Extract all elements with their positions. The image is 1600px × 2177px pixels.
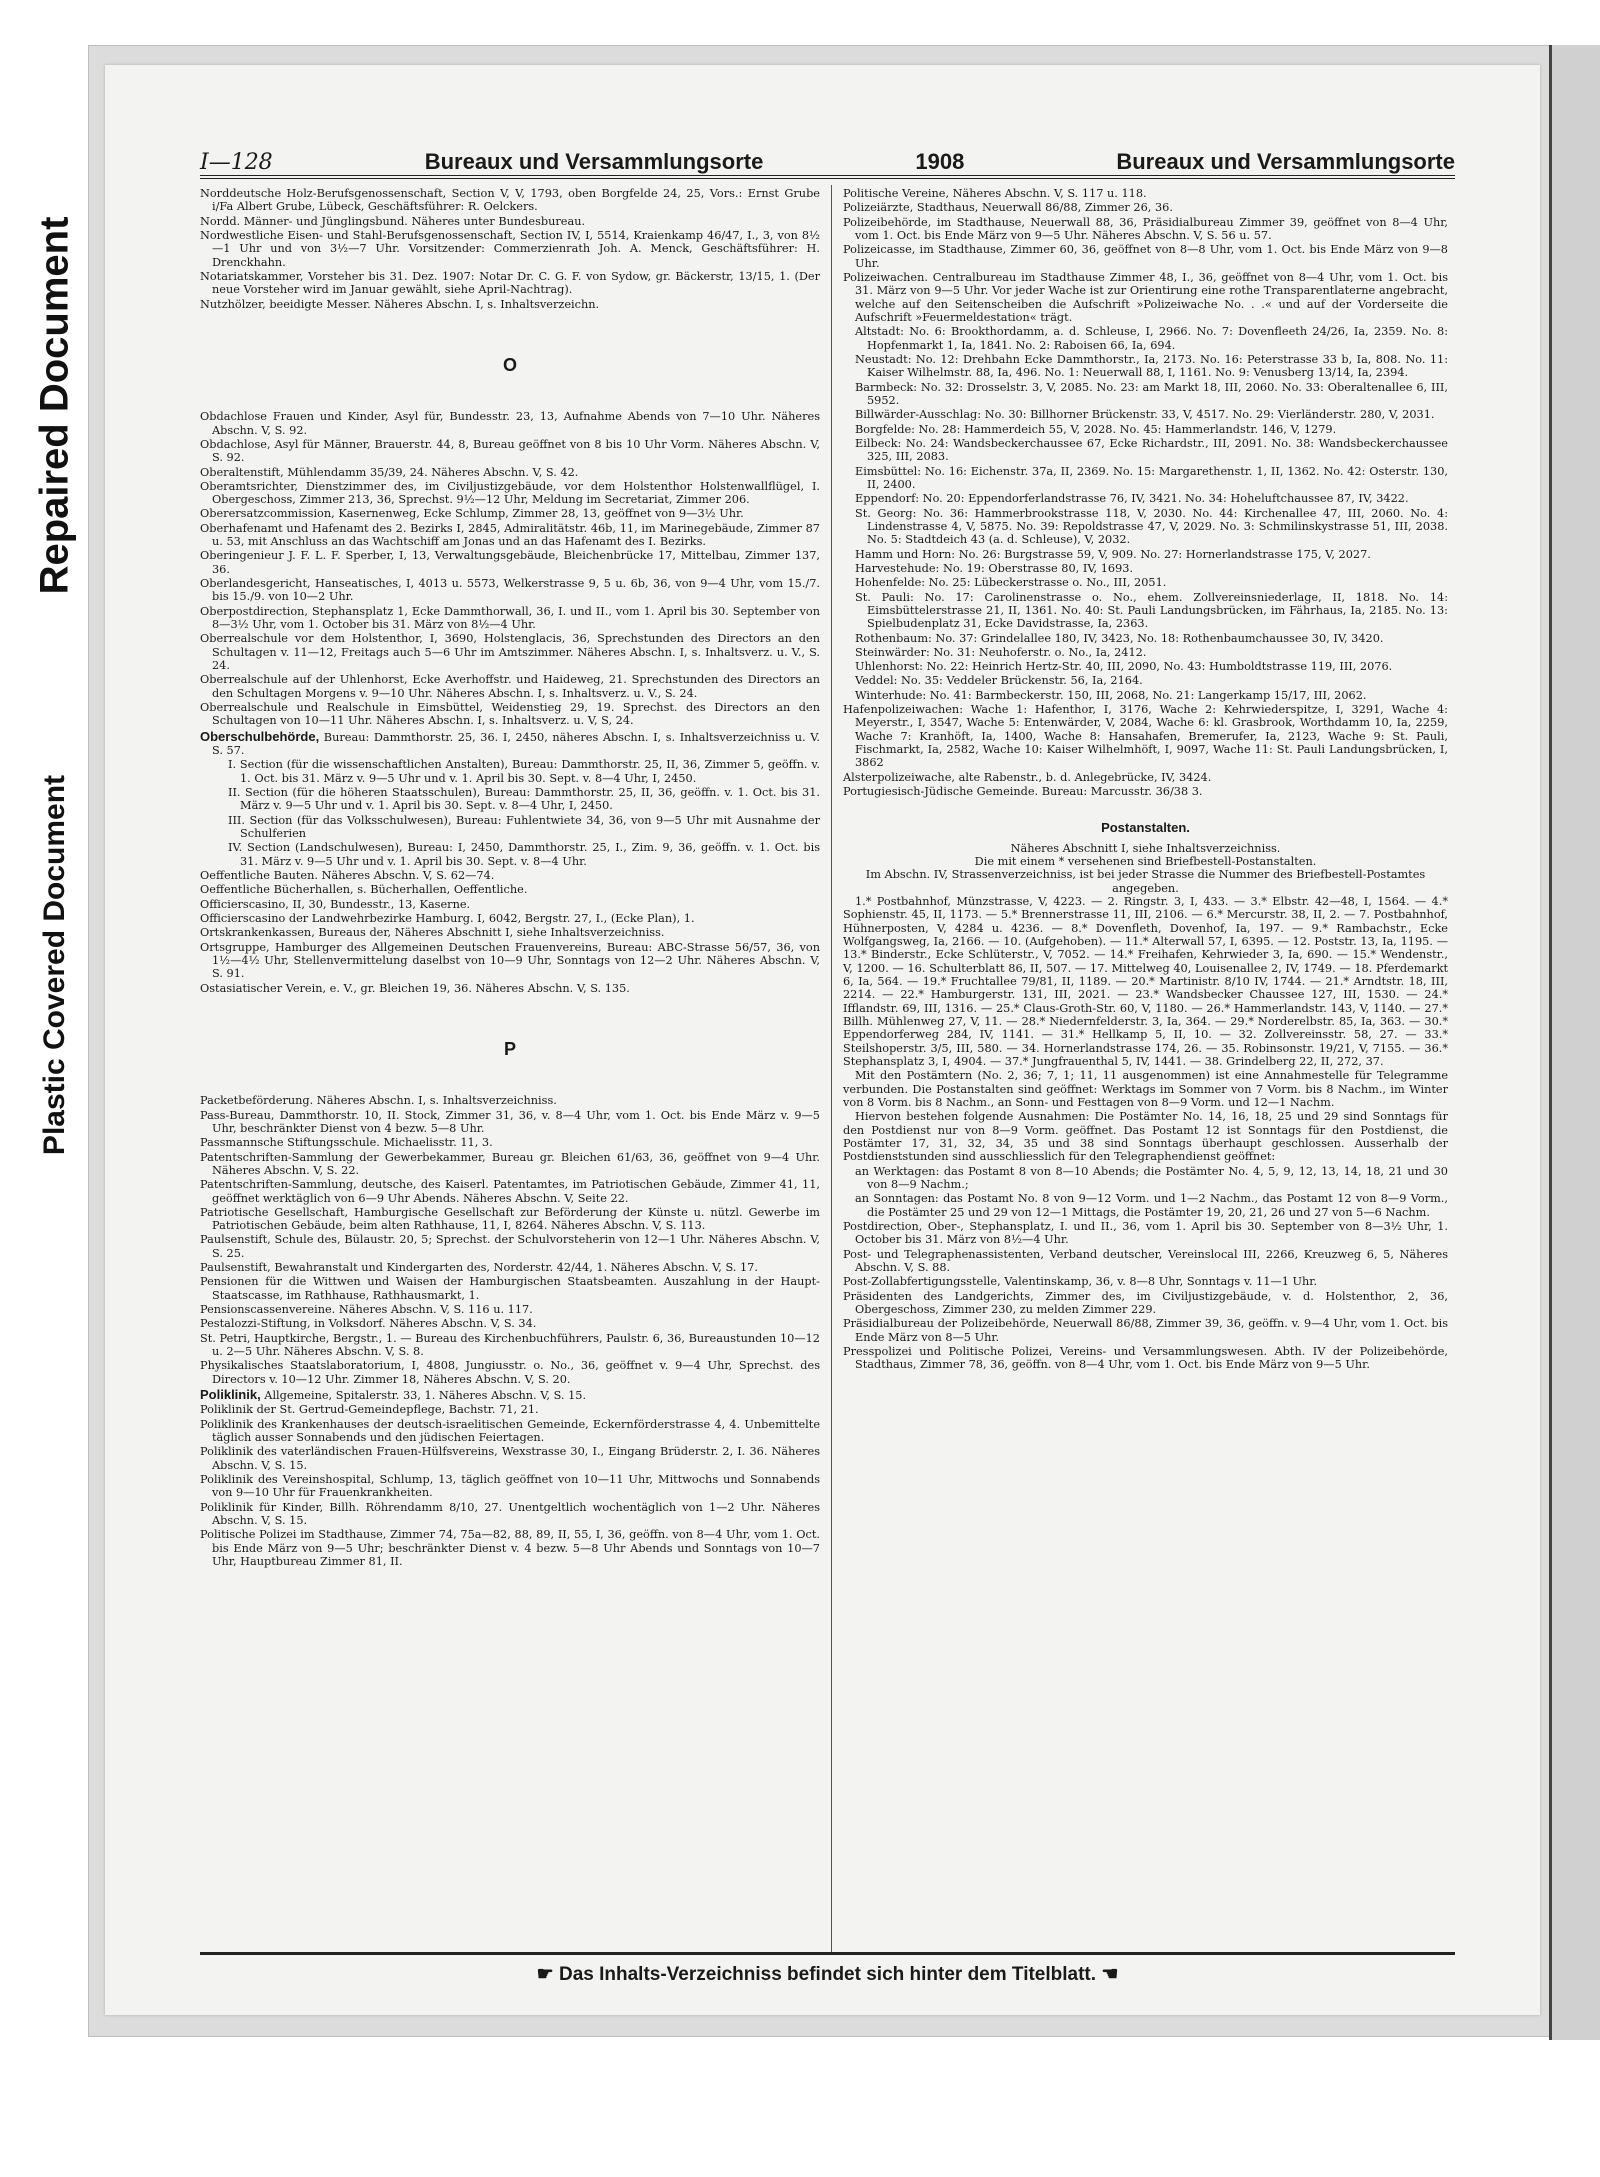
scan-edge-bar: [1549, 45, 1600, 2040]
entry-text: Polizeibehörde, im Stadthause, Neuerwall 88, 36, Präsidialbureau Zimmer 39, geöffnet von 8—4 Uhr, vom 1. Oct. bis Ende März von 9—5 Uhr. Näheres Abschn. V, S. 56 u. 57.: [843, 215, 1448, 242]
poliklinik-entry: [200, 1387, 820, 1402]
entry-text: Poliklinik für Kinder, Billh. Röhrendamm 8/10, 27. Unentgeltlich wochentäglich von 1—2 Uhr. Näheres Abschn. V, S. 15.: [200, 1500, 820, 1528]
entry-text: Postdirection, Ober-, Stephansplatz, I. und II., 36, vom 1. April bis 30. September von 8—3½ Uhr, 1. October bis 31. März von 8½—4 Uhr.: [843, 1219, 1448, 1247]
entry-text: Polizeiärzte, Stadthaus, Neuerwall 86/88, Zimmer 26, 36.: [843, 201, 1173, 215]
entry-text: I. Section (für die wissenschaftlichen Anstalten), Bureau: Dammthorstr. 25, II, 36, Zimmer 5, geöffn. v. 1. Oct. bis 31. März v. 9—5 Uhr und v. 1. April bis 30. Sept. v. 8—4 Uhr, I, 2450.: [228, 758, 820, 785]
postanstalten-heading: Postanstalten.: [1101, 820, 1190, 836]
header-year: 1908: [915, 149, 965, 174]
entry-text: Portugiesisch-Jüdische Gemeinde. Bureau: Marcusstr. 36/38 3.: [843, 785, 1203, 799]
entry-text: Poliklinik des vaterländischen Frauen-Hülfsvereins, Wexstrasse 30, I., Eingang Brüderstr. 2, I. 36. Näheres Abschn. V, S. 15.: [200, 1445, 820, 1472]
entry-text: Post- und Telegraphenassistenten, Verband deutscher, Vereinslocal III, 2266, Kreuzweg 6, 5, Näheres Abschn. V, S. 88.: [843, 1247, 1448, 1274]
entry-text: Eimsbüttel: No. 16: Eichenstr. 37a, II, 2369. No. 15: Margarethenstr. 1, II, 1362. No. 42: Osterstr. 130, II, 2400.: [855, 464, 1448, 491]
entry-text: Präsidialbureau der Polizeibehörde, Neuerwall 86/88, Zimmer 39, 36, geöffn. v. 9—4 Uhr, vom 1. Oct. bis Ende März von 8—5 Uhr.: [843, 1317, 1448, 1344]
entry-text: Oberhafenamt und Hafenamt des 2. Bezirks I, 2845, Admiralitätstr. 46b, 11, im Marinegebäude, Zimmer 87 u. 53, mit Anschluss an das Wachtschiff am Jonas und an das Hafenamt des I. Bezirks.: [200, 521, 820, 549]
p-entries: [200, 1094, 820, 1386]
entry-text: Oberpostdirection, Stephansplatz 1, Ecke Dammthorwall, 36, I. und II., vom 1. April bis 30. September von 8—3½ Uhr, vom 1. October bis 31. März von 8½—4 Uhr.: [200, 604, 820, 632]
entry-text: Passmannsche Stiftungsschule. Michaelisstr. 11, 3.: [200, 1136, 493, 1150]
entry-text: Rothenbaum: No. 37: Grindelallee 180, IV, 3423, No. 18: Rothenbaumchaussee 30, IV, 3420.: [855, 631, 1384, 645]
left-column: [200, 187, 820, 1569]
n-entries: [200, 187, 820, 311]
entry-text: Oeffentliche Bauten. Näheres Abschn. V, S. 62—74.: [200, 869, 495, 883]
entry-text: II. Section (für die höheren Staatsschulen), Bureau: Dammthorstr. 25, II, 36, geöffn. v. 1. Oct. bis 31. März v. 9—5 Uhr und v. 1. April bis 30. Sept. v. 8—4 Uhr, I, 2450.: [228, 786, 820, 813]
entry-text: Oeffentliche Bücherhallen, s. Bücherhallen, Oeffentliche.: [200, 883, 528, 897]
entry-text: Pensionscassenvereine. Näheres Abschn. V, S. 116 u. 117.: [200, 1303, 533, 1317]
o-entries-2: [200, 869, 820, 995]
entry-text: Oberrealschule und Realschule in Eimsbüttel, Weidenstieg 29, 19. Sprechst. des Directors an den Schultagen von 10—11 Uhr. Näheres Abschn. I, s. Inhaltsverz. u. V, S, 24.: [200, 701, 820, 728]
entry-text: Officierscasino der Landwehrbezirke Hamburg. I, 6042, Bergstr. 27, I., (Ecke Plan), 1.: [200, 912, 695, 925]
entry-text: Obdachlose, Asyl für Männer, Brauerstr. 44, 8, Bureau geöffnet von 8 bis 10 Uhr Vorm. Näheres Abschn. V, S. 92.: [200, 437, 820, 465]
entry-text: Hafenpolizeiwachen: Wache 1: Hafenthor, I, 3176, Wache 2: Kehrwiederspitze, I, 3291, Wache 4: Meyerstr., I, 3547, Wache 5: Entenwärder, V, 2084, Wache 6: kl. Grasbrook, Worthdamm 10, Ia, 2259, Wache 7: Kranhöft, Ia, 1400, Wache 8: Hansahafen, Bremerufer, Ia, 2123, Wache 9: St. Pauli, Fischmarkt, Ia, 2582, Wache 10: Kaiser Wilhelmhöft, I, 9097, Wache 11: St. Pauli Landungsbrücken, I, 3862: [843, 703, 1448, 770]
entry-text: III. Section (für das Volksschulwesen), Bureau: Fuhlentwiete 34, 36, von 9—5 Uhr mit Ausnahme der Schulferien: [228, 813, 820, 841]
postanstalten-sonntagen: an Sonntagen: das Postamt No. 8 von 9—12 Vorm. und 1—2 Nachm., das Postamt 12 von 8—9 Vorm., die Postämter 25 und 29 von 12—1 Mittags, die Postämter 19, 20, 21, 26 und 27 von 5—6 Nachm.: [855, 1192, 1448, 1219]
poliklinik-text: Allgemeine, Spitalerstr. 33, 1. Näheres Abschn. V, S. 15.: [264, 1389, 587, 1403]
entry-text: Uhlenhorst: No. 22: Heinrich Hertz-Str. 40, III, 2090, No. 43: Humboldtstrasse 119, III, 2076.: [855, 660, 1393, 674]
entry-text: Politische Vereine, Näheres Abschn. V, S. 117 u. 118.: [843, 187, 1147, 200]
entry-text: Patentschriften-Sammlung, deutsche, des Kaiserl. Patentamtes, im Patriotischen Gebäude, Zimmer 41, 11, geöffnet werktäglich von 6—9 Uhr Abends. Näheres Abschn. V, Seite 22.: [200, 1178, 820, 1205]
sidebar-labels: [20, 200, 90, 1320]
entry-text: Nordd. Männer- und Jünglingsbund. Näheres unter Bundesbureau.: [200, 214, 586, 228]
entry-text: Post-Zollabfertigungsstelle, Valentinskamp, 36, v. 8—8 Uhr, Sonntags v. 11—1 Uhr.: [843, 1275, 1318, 1289]
oberschulbehoerde-title: Oberschulbehörde,: [200, 728, 320, 744]
entry-text: Präsidenten des Landgerichts, Zimmer des, im Civiljustizgebäude, v. d. Holstenthor, 2, 36, Obergeschoss, Zimmer 230, zu melden Zimmer 229.: [843, 1289, 1448, 1316]
entry-text: Oberingenieur J. F. L. F. Sperber, I, 13, Verwaltungsgebäude, Bleichenbrücke 17, Mittelbau, Zimmer 137, 36.: [200, 549, 820, 576]
pointing-hand-left-icon: ☛: [536, 1964, 554, 1985]
entry-text: Eilbeck: No. 24: Wandsbeckerchaussee 67, Ecke Richardstr., III, 2091. No. 38: Wandsbeckerchaussee 325, III, 2083.: [855, 436, 1448, 464]
entry-text: Neustadt: No. 12: Drehbahn Ecke Dammthorstr., Ia, 2173. No. 16: Peterstrasse 33 b, Ia, 808. No. 11: Kaiser Wilhelmstr. 88, Ia, 496. No. 1: Neuerwall 88, I, 1161. No. 9: Venusberg 13/14, Ia, 2394.: [855, 352, 1448, 380]
entry-text: Harvestehude: No. 19: Oberstrasse 80, IV, 1693.: [855, 561, 1134, 575]
repaired-document-label: Repaired Document: [32, 216, 77, 594]
pointing-hand-right-icon: ☚: [1101, 1964, 1119, 1985]
entry-text: Steinwärder: No. 31: Neuhoferstr. o. No., Ia, 2412.: [855, 645, 1147, 659]
p-entries-2: [200, 1403, 820, 1568]
entry-text: Ortskrankenkassen, Bureaus der, Näheres Abschnitt I, siehe Inhaltsverzeichniss.: [200, 926, 665, 940]
column-divider: [831, 185, 832, 1955]
entry-text: Nordwestliche Eisen- und Stahl-Berufsgenossenschaft, Section IV, I, 5514, Kraienkamp 46/47, I., 3, von 8½—1 Uhr und von 3½—7 Uhr. Vorsitzender: Commerzienrath Joh. A. Menck, Geschäftsführer: H. Drenckhahn.: [200, 228, 820, 269]
page-header: [200, 135, 1455, 179]
entry-text: Paulsenstift, Bewahranstalt und Kindergarten des, Norderstr. 42/44, 1. Näheres Abschn. V, S. 17.: [200, 1261, 758, 1275]
postanstalten-exceptions: Hiervon bestehen folgende Ausnahmen: Die Postämter No. 14, 16, 18, 25 und 29 sind Sonntags für den Postdienst nur von 8—9 Vorm. geöffnet. Das Postamt 12 ist Sonntags für den Postdienst, die Postämter 17, 31, 32, 34, 35 und 38 sind Sonntags überhaupt geschlossen. Ausserhalb der Postdienststunden sind ausschliesslich für den Telegraphendienst geöffnet:: [843, 1110, 1448, 1164]
footer-rule: [200, 1952, 1455, 1955]
entry-text: Billwärder-Ausschlag: No. 30: Billhorner Brückenstr. 33, V, 4517. No. 29: Vierländerstr. 280, V, 2031.: [855, 408, 1435, 422]
entry-text: Nutzhölzer, beeidigte Messer. Näheres Abschn. I, s. Inhaltsverzeichn.: [200, 297, 600, 311]
header-right-title: Bureaux und Versammlungsorte: [1116, 149, 1455, 174]
post-entries: [843, 1220, 1448, 1372]
header-left-title: Bureaux und Versammlungsorte: [424, 149, 764, 174]
entry-text: St. Georg: No. 36: Hammerbrookstrasse 118, V, 2030. No. 44: Kirchenallee 47, III, 2060. No. 4: Lindenstrasse 4, V, 5875. No. 39: Repoldstrasse 47, V, 2029. No. 3: Schmilinskystrasse 51, III, 2038. No. 5: Stadtdeich 43 (a. d. Schleuse), V, 2032.: [855, 506, 1448, 547]
entry-text: Poliklinik der St. Gertrud-Gemeindepflege, Bachstr. 71, 21.: [200, 1403, 539, 1417]
postanstalten-werktagen: an Werktagen: das Postamt 8 von 8—10 Abends; die Postämter No. 4, 5, 9, 12, 13, 14, 18, 21 und 30 von 8—9 Nachm.;: [855, 1164, 1448, 1191]
right-column: [843, 187, 1448, 1373]
entry-text: Oberlandesgericht, Hanseatisches, I, 4013 u. 5573, Welkerstrasse 9, 5 u. 6b, 36, von 9—4 Uhr, vom 15./7. bis 15./9. von 10—2 Uhr.: [200, 577, 820, 604]
entry-text: Oberamtsrichter, Dienstzimmer des, im Civiljustizgebäude, vor dem Holstenthor Holstenwallflügel, I. Obergeschoss, Zimmer 213, 36, Sprechst. 9½—12 Uhr, Meldung im Secretariat, Zimmer 206.: [200, 479, 820, 507]
entry-text: St. Petri, Hauptkirche, Bergstr., 1. — Bureau des Kirchenbuchführers, Paulstr. 6, 36, Bureaustunden 10—12 u. 2—5 Uhr. Näheres Abschn. V, S. 8.: [200, 1331, 820, 1359]
intro-line: Näheres Abschnitt I, siehe Inhaltsverzeichniss.: [1010, 841, 1281, 855]
entry-text: Polizeiwachen. Centralbureau im Stadthause Zimmer 48, I., 36, geöffnet von 8—4 Uhr, vom 1. Oct. bis 31. März von 9—5 Uhr. Vor jeder Wache ist zur Orientirung eine rothe Transparentlaterne angebracht, welche auf den Seitenscheiben die Aufschrift »Polizeiwache No. . .« und auf der Vorderseite die Aufschrift »Feuermeldestation« trägt.: [843, 270, 1448, 324]
entry-text: Oberaltenstift, Mühlendamm 35/39, 24. Näheres Abschn. V, S. 42.: [200, 465, 579, 479]
entry-text: Paulsenstift, Schule des, Bülaustr. 20, 5; Sprechst. der Schulvorsteherin von 12—1 Uhr. Näheres Abschn. V, S. 25.: [200, 1233, 820, 1260]
entry-text: Pestalozzi-Stiftung, in Volksdorf. Näheres Abschn. V, S. 34.: [200, 1317, 537, 1331]
postanstalten-hours: Mit den Postämtern (No. 2, 36; 7, 1; 11, 11 ausgenommen) ist eine Annahmestelle für Telegramme verbunden. Die Postanstalten sind geöffnet: Werktags im Sommer von 7 Vorm. bis 8 Nachm., im Winter von 8 Vorm. bis 8 Nachm., an Sonn- und Festtagen von 8—9 Vorm. und 12—1 Nachm.: [843, 1069, 1448, 1109]
entry-text: IV. Section (Landschulwesen), Bureau: I, 2450, Dammthorstr. 25, I., Zim. 9, 36, geöffn. v. 1. Oct. bis 31. März v. 9—5 Uhr und v. 1. April bis 30. Sept. v. 8—4 Uhr.: [228, 841, 820, 868]
o-entries: [200, 410, 820, 728]
entry-text: Politische Polizei im Stadthause, Zimmer 74, 75a—82, 88, 89, II, 55, I, 36, geöffn. von 8—4 Uhr, vom 1. Oct. bis Ende März von 9—5 Uhr; beschränkter Dienst v. 4 bezw. 5—8 Uhr Abends und Sonntags von 10—7 Uhr, Hauptbureau Zimmer 81, II.: [200, 1528, 820, 1569]
entry-text: Oberrealschule auf der Uhlenhorst, Ecke Averhoffstr. und Haideweg, 21. Sprechstunden des Directors an den Schultagen Morgens v. 9—10 Uhr. Näheres Abschn. I, s. Inhaltsverz. u. V., S. 24.: [200, 673, 820, 700]
section-letter-p: P: [503, 1038, 516, 1059]
entry-text: Notariatskammer, Vorsteher bis 31. Dez. 1907: Notar Dr. C. G. F. von Sydow, gr. Bäckerstr, 13/15, 1. (Der neue Vorsteher wird im Januar gewählt, siehe April-Nachtrag).: [200, 269, 820, 297]
entry-text: Winterhude: No. 41: Barmbeckerstr. 150, III, 2068, No. 21: Langerkamp 15/17, III, 2062.: [855, 688, 1367, 702]
entry-text: Patriotische Gesellschaft, Hamburgische Gesellschaft zur Beförderung der Künste u. nützl. Gewerbe im Patriotischen Gebäude, beim alten Rathhause, 11, I, 8264. Näheres Abschn. V, S. 113.: [200, 1205, 820, 1233]
hafen-entries: [843, 703, 1448, 798]
entry-text: Hohenfelde: No. 25: Lübeckerstrasse o. No., III, 2051.: [855, 576, 1167, 590]
scanned-page: [105, 65, 1540, 2015]
entry-text: Eppendorf: No. 20: Eppendorferlandstrasse 76, IV, 3421. No. 34: Hoheluftchaussee 87, IV, 3422.: [855, 492, 1409, 506]
intro-line: Die mit einem * versehenen sind Briefbestell-Postanstalten.: [974, 855, 1317, 869]
entry-text: Ortsgruppe, Hamburger des Allgemeinen Deutschen Frauenvereins, Bureau: ABC-Strasse 56/57, 36, von 1½—4½ Uhr, Stellenvermittelung daselbst von 10—9 Uhr, Sonntags von 12—2 Uhr. Näheres Abschn. V, S. 91.: [200, 940, 820, 981]
entry-text: St. Pauli: No. 17: Carolinenstrasse o. No., ehem. Zollvereinsniederlage, II, 1818. No. 14: Eimsbüttelerstrasse 21, II, 1361. No. 40: St. Pauli Landungsbrücken, im Fährhaus, Ia, 2185. No. 13: Spielbudenplatz 31, Ecke Davidstrasse, Ia, 2363.: [855, 590, 1448, 631]
entry-text: Pensionen für die Wittwen und Waisen der Hamburgischen Staatsbeamten. Auszahlung in der Haupt-Staatscasse, im Rathhause, Rathhausmarkt, 1.: [200, 1275, 820, 1302]
entry-text: Ostasiatischer Verein, e. V., gr. Bleichen 19, 36. Näheres Abschn. V, S. 135.: [200, 981, 630, 995]
entry-text: Officierscasino, II, 30, Bundesstr., 13, Kaserne.: [200, 897, 471, 911]
poliklinik-title: Poliklinik,: [200, 1387, 261, 1403]
right-p-entries: [843, 187, 1448, 324]
entry-text: Alsterpolizeiwache, alte Rabenstr., b. d. Anlegebrücke, IV, 3424.: [843, 770, 1212, 784]
entry-text: Norddeutsche Holz-Berufsgenossenschaft, Section V, V, 1793, oben Borgfelde 24, 25, Vors.: Ernst Grube i/Fa Albert Grube, Lübeck, Geschäftsführer: R. Oelckers.: [200, 187, 820, 214]
section-letter-o: O: [502, 354, 517, 375]
intro-line: Im Abschn. IV, Strassenverzeichniss, ist bei jeder Strasse die Nummer des Briefbestell-Postamtes angegeben.: [865, 868, 1426, 895]
entry-text: Polizeicasse, im Stadthause, Zimmer 60, 36, geöffnet von 8—8 Uhr, vom 1. Oct. bis Ende März von 9—8 Uhr.: [843, 243, 1448, 270]
entry-text: Presspolizei und Politische Polizei, Vereins- und Versammlungswesen. Abth. IV der Polizeibehörde, Stadthaus, Zimmer 78, 36, geöffn. von 8—4 Uhr, vom 1. Oct. bis Ende März von 9—5 Uhr.: [843, 1344, 1448, 1372]
entry-text: Hamm und Horn: No. 26: Burgstrasse 59, V, 909. No. 27: Hornerlandstrasse 175, V, 2027.: [855, 547, 1371, 561]
entry-text: Borgfelde: No. 28: Hammerdeich 55, V, 2028. No. 45: Hammerlandstr. 146, V, 1279.: [855, 422, 1337, 436]
entry-text: Barmbeck: No. 32: Drosselstr. 3, V, 2085. No. 23: am Markt 18, III, 2060. No. 33: Oberaltenallee 6, III, 5952.: [855, 380, 1448, 407]
page-number: I—128: [200, 150, 273, 175]
oberschulbehoerde-entry: [200, 729, 820, 758]
entry-text: Packetbeförderung. Näheres Abschn. I, s. Inhaltsverzeichniss.: [200, 1094, 557, 1108]
plastic-covered-label: Plastic Covered Document: [38, 774, 71, 1156]
footer-text: Das Inhalts-Verzeichniss befindet sich hinter dem Titelblatt.: [558, 1964, 1097, 1985]
footer-note: [200, 1963, 1455, 1986]
postanstalten-intro: [843, 842, 1448, 895]
entry-text: Patentschriften-Sammlung der Gewerbekammer, Bureau gr. Bleichen 61/63, 36, geöffnet von 9—4 Uhr. Näheres Abschn. V, S. 22.: [200, 1150, 820, 1177]
entry-text: Altstadt: No. 6: Brookthordamm, a. d. Schleuse, I, 2966. No. 7: Dovenfleeth 24/26, Ia, 2359. No. 8: Hopfenmarkt 1, Ia, 1841. No. 2: Raboisen 66, Ia, 694.: [855, 325, 1448, 352]
postanstalten-list: 1.* Postbahnhof, Münzstrasse, V, 4223. — 2. Ringstr. 3, I, 433. — 3.* Elbstr. 42—48, I, 1564. — 4.* Sophienstr. 45, II, 1173. — 5.* Brennerstrasse 11, III, 2106. — 6.* Mercurstr. 38, II, 2. — 7. Postbahnhof, Hühnerposten, V, 4284 u. 4236. — 8.* Dovenfleth, Dovenhof, Ia, 197. — 9.* Rambachstr., Ecke Wolfgangsweg, Ia, 2166. — 10. (Aufgehoben). — 11.* Alterwall 57, I, 6395. — 12. Poststr. 13, Ia, 1195. — 13.* Binderstr., Ecke Schlüterstr., V, 7052. — 14.* Freihafen, Kehrwieder 3, Ia, 690. — 15.* Wendenstr., V, 1200. — 16. Schulterblatt 86, II, 507. — 17. Mittelweg 40, Louisenallee 2, IV, 1749. — 18. Pferdemarkt 6, Ia, 564. — 19.* Fruchtallee 79/81, II, 1189. — 20.* Martinistr. 8/10 IV, 1744. — 21.* Arndtstr. 18, III, 2214. — 22.* Hamburgerstr. 131, III, 2021. — 23.* Wandsbecker Chaussee 127, III, 1530. — 24.* Ifflandstr. 69, III, 1316. — 25.* Claus-Groth-Str. 60, V, 1180. — 26.* Hammerlandstr. 143, V, 1140. — 27.* Billh. Mühlenweg 27, V, 11. — 28.* Niedernfelderstr. 3, Ia, 364. — 29.* Norderelbstr. 85, Ia, 363. — 30.* Eppendorferweg 284, IV, 1141. — 31.* Hellkamp 5, II, 10. — 32. Zollvereinsstr. 58, 27. — 33.* Steilshoperstr. 3/5, III, 580. — 34. Hornerlandstrasse 174, 26. — 35. Robinsonstr. 19/21, V, 7155. — 36.* Stephansplatz 3, I, 4904. — 37.* Jungfrauenthal 5, IV, 1441. — 38. Grindelberg 22, II, 272, 37.: [843, 895, 1448, 1069]
oberschul-sections: [200, 758, 820, 868]
entry-text: Oberrealschule vor dem Holstenthor, I, 3690, Holstenglacis, 36, Sprechstunden des Directors an den Schultagen v. 11—12, Freitags auch 5—6 Uhr im Amtszimmer. Näheres Abschn. I, s. Inhaltsverz. u. V., S. 24.: [200, 632, 820, 673]
entry-text: Poliklinik des Krankenhauses der deutsch-israelitischen Gemeinde, Eckernförderstrasse 4, 4. Unbemittelte täglich ausser Sonnabends und den jüdischen Feiertagen.: [200, 1417, 820, 1445]
entry-text: Veddel: No. 35: Veddeler Brückenstr. 56, Ia, 2164.: [855, 674, 1143, 688]
entry-text: Pass-Bureau, Dammthorstr. 10, II. Stock, Zimmer 31, 36, v. 8—4 Uhr, vom 1. Oct. bis Ende März v. 9—5 Uhr, beschränkter Dienst von 4 bezw. 5—8 Uhr.: [200, 1108, 820, 1135]
entry-text: Oberersatzcommission, Kasernenweg, Ecke Schlump, Zimmer 28, 13, geöffnet von 9—3½ Uhr.: [200, 507, 744, 521]
entry-text: Obdachlose Frauen und Kinder, Asyl für, Bundesstr. 23, 13, Aufnahme Abends von 7—10 Uhr. Näheres Abschn. V, S. 92.: [200, 410, 820, 437]
entry-text: Poliklinik des Vereinshospital, Schlump, 13, täglich geöffnet von 10—11 Uhr, Mittwochs und Sonnabends von 9—10 Uhr für Frauenkrankheiten.: [200, 1473, 820, 1500]
police-district-entries: [843, 325, 1448, 702]
oberschulbehoerde-text: Bureau: Dammthorstr. 25, 36. I, 2450, näheres Abschn. I, s. Inhaltsverzeichniss u. V. S. 57.: [212, 730, 820, 758]
entry-text: Physikalisches Staatslaboratorium, I, 4808, Jungiusstr. o. No., 36, geöffnet v. 9—4 Uhr, Sprechst. des Directors v. 10—12 Uhr. Zimmer 18, Näheres Abschn. V, S. 20.: [200, 1359, 820, 1386]
